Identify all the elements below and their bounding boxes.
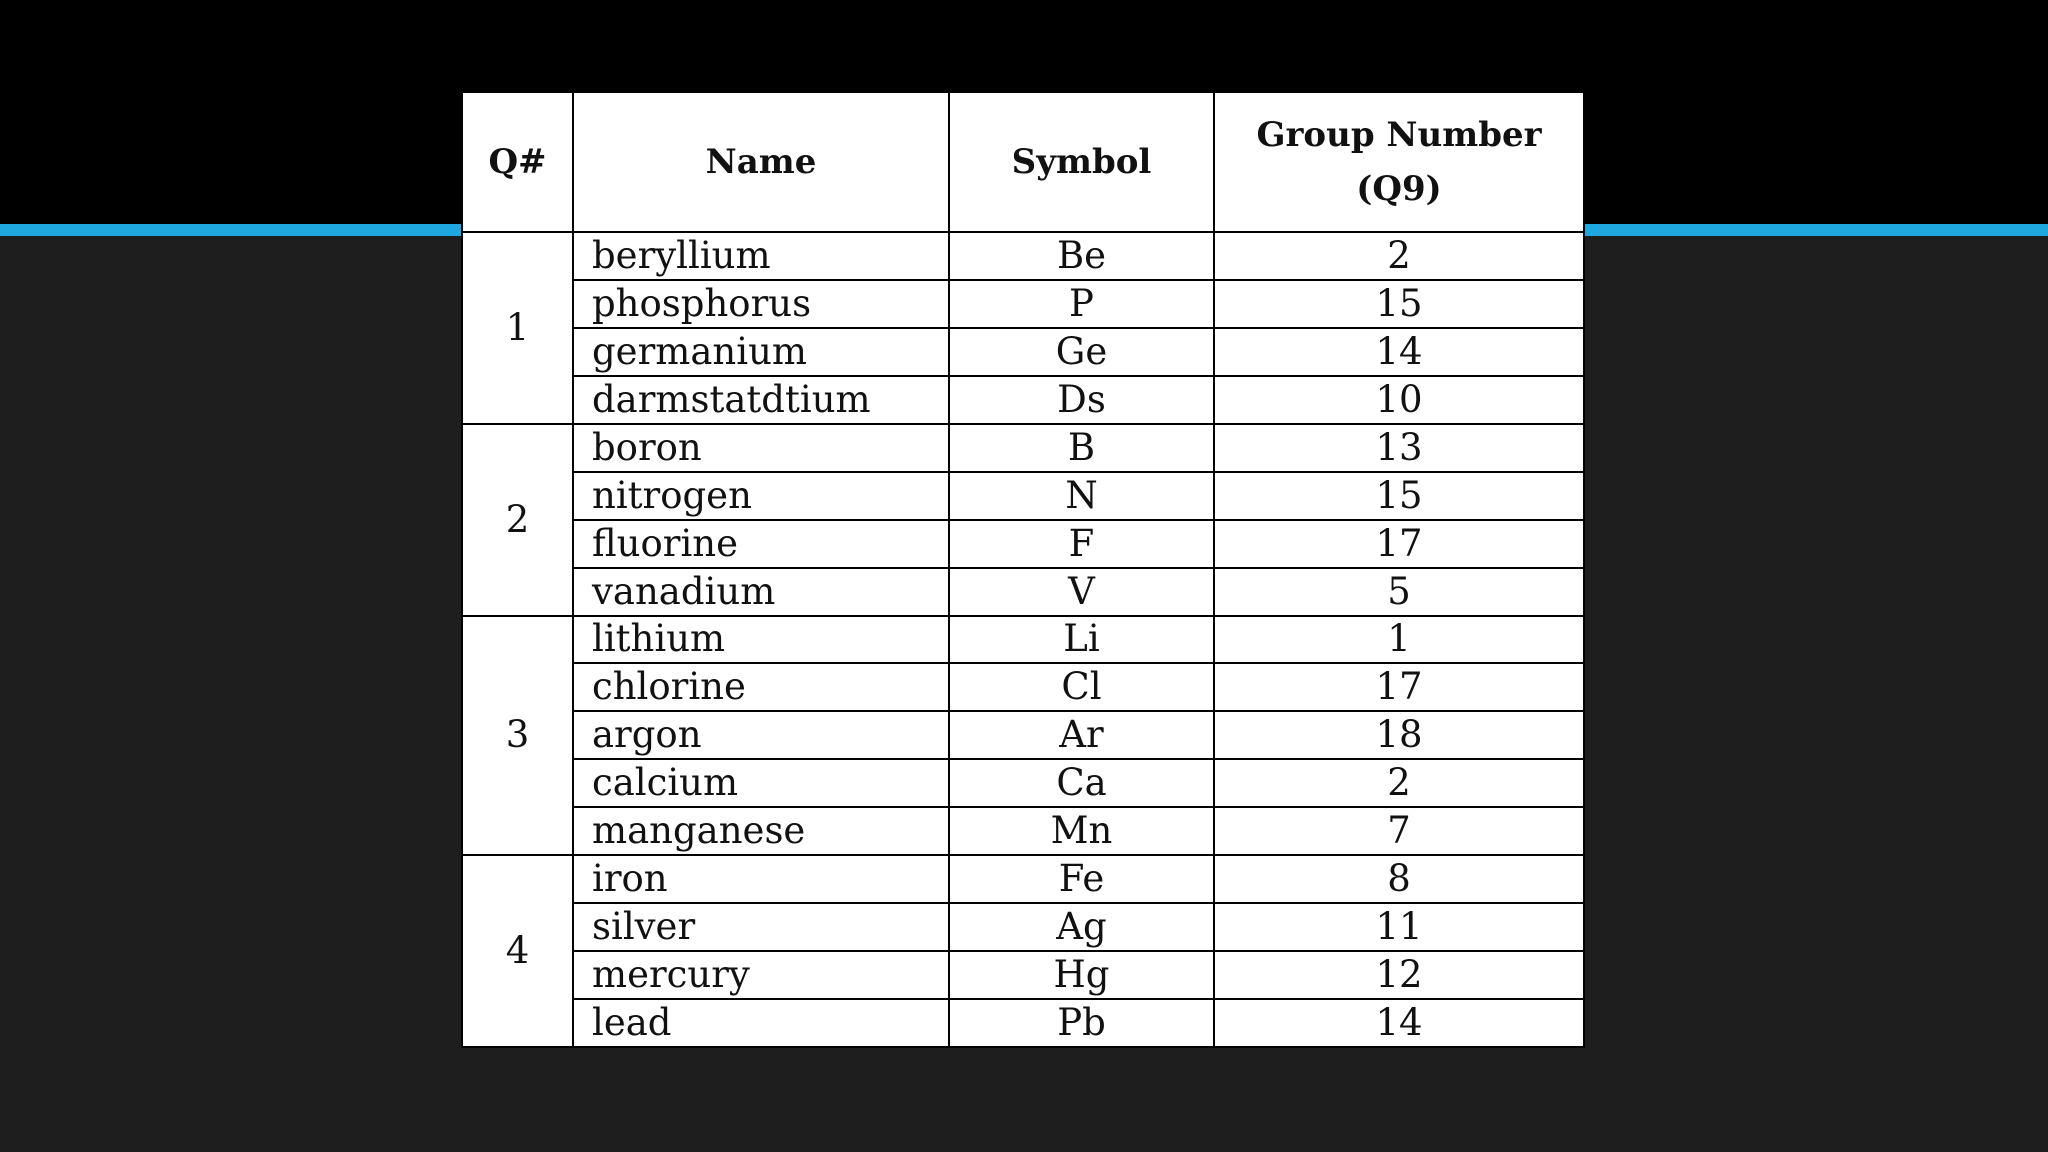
element-symbol-cell: Hg <box>949 951 1214 999</box>
group-number-cell: 15 <box>1214 280 1584 328</box>
element-name-cell: silver <box>573 903 949 951</box>
header-symbol: Symbol <box>949 92 1214 232</box>
element-name-cell: calcium <box>573 759 949 807</box>
header-group-number-line1: Group Number <box>1256 115 1542 155</box>
table-row <box>462 999 1584 1047</box>
element-name-cell: chlorine <box>573 663 949 711</box>
element-symbol-cell: B <box>949 424 1214 472</box>
element-symbol-cell: N <box>949 472 1214 520</box>
table-row <box>462 424 1584 472</box>
group-number-cell: 13 <box>1214 424 1584 472</box>
group-number-cell: 2 <box>1214 759 1584 807</box>
element-symbol-cell: Fe <box>949 855 1214 903</box>
element-symbol-cell: Be <box>949 232 1214 280</box>
group-number-cell: 2 <box>1214 232 1584 280</box>
header-q-number: Q# <box>462 92 573 232</box>
group-number-cell: 17 <box>1214 520 1584 568</box>
table-header-row <box>462 92 1584 232</box>
table-row <box>462 376 1584 424</box>
group-number-cell: 11 <box>1214 903 1584 951</box>
element-symbol-cell: Ds <box>949 376 1214 424</box>
element-name-cell: vanadium <box>573 568 949 616</box>
table-row <box>462 328 1584 376</box>
element-symbol-cell: F <box>949 520 1214 568</box>
element-symbol-cell: Mn <box>949 807 1214 855</box>
group-number-cell: 8 <box>1214 855 1584 903</box>
group-number-cell: 15 <box>1214 472 1584 520</box>
element-name-cell: argon <box>573 711 949 759</box>
header-group-number-line2: (Q9) <box>1356 169 1442 209</box>
group-number-cell: 18 <box>1214 711 1584 759</box>
group-number-cell: 14 <box>1214 999 1584 1047</box>
table-row <box>462 616 1584 664</box>
group-number-cell: 1 <box>1214 616 1584 664</box>
element-symbol-cell: Ag <box>949 903 1214 951</box>
question-number-cell: 3 <box>462 616 573 856</box>
group-number-cell: 5 <box>1214 568 1584 616</box>
element-symbol-cell: Ca <box>949 759 1214 807</box>
table-row <box>462 280 1584 328</box>
element-symbol-cell: Pb <box>949 999 1214 1047</box>
question-number-cell: 4 <box>462 855 573 1047</box>
table-row <box>462 568 1584 616</box>
group-number-cell: 17 <box>1214 663 1584 711</box>
header-name: Name <box>573 92 949 232</box>
table-row <box>462 472 1584 520</box>
table-row <box>462 711 1584 759</box>
table-row <box>462 232 1584 280</box>
element-symbol-cell: Ge <box>949 328 1214 376</box>
table-row <box>462 520 1584 568</box>
element-name-cell: phosphorus <box>573 280 949 328</box>
element-symbol-cell: Ar <box>949 711 1214 759</box>
table-row <box>462 807 1584 855</box>
element-name-cell: boron <box>573 424 949 472</box>
table-row <box>462 903 1584 951</box>
element-symbol-cell: V <box>949 568 1214 616</box>
table-row <box>462 663 1584 711</box>
element-name-cell: mercury <box>573 951 949 999</box>
table-row <box>462 951 1584 999</box>
element-name-cell: darmstatdtium <box>573 376 949 424</box>
table-row <box>462 855 1584 903</box>
element-name-cell: lithium <box>573 616 949 664</box>
element-name-cell: beryllium <box>573 232 949 280</box>
group-number-cell: 7 <box>1214 807 1584 855</box>
element-name-cell: iron <box>573 855 949 903</box>
group-number-cell: 14 <box>1214 328 1584 376</box>
element-table-container <box>461 91 1583 1048</box>
group-number-cell: 10 <box>1214 376 1584 424</box>
group-number-cell: 12 <box>1214 951 1584 999</box>
element-symbol-cell: Li <box>949 616 1214 664</box>
element-table <box>461 91 1585 1048</box>
element-name-cell: fluorine <box>573 520 949 568</box>
element-name-cell: manganese <box>573 807 949 855</box>
question-number-cell: 2 <box>462 424 573 616</box>
element-name-cell: lead <box>573 999 949 1047</box>
element-symbol-cell: Cl <box>949 663 1214 711</box>
element-symbol-cell: P <box>949 280 1214 328</box>
element-name-cell: germanium <box>573 328 949 376</box>
table-body <box>462 232 1584 1047</box>
header-group-number <box>1214 92 1584 232</box>
table-row <box>462 759 1584 807</box>
question-number-cell: 1 <box>462 232 573 424</box>
element-name-cell: nitrogen <box>573 472 949 520</box>
